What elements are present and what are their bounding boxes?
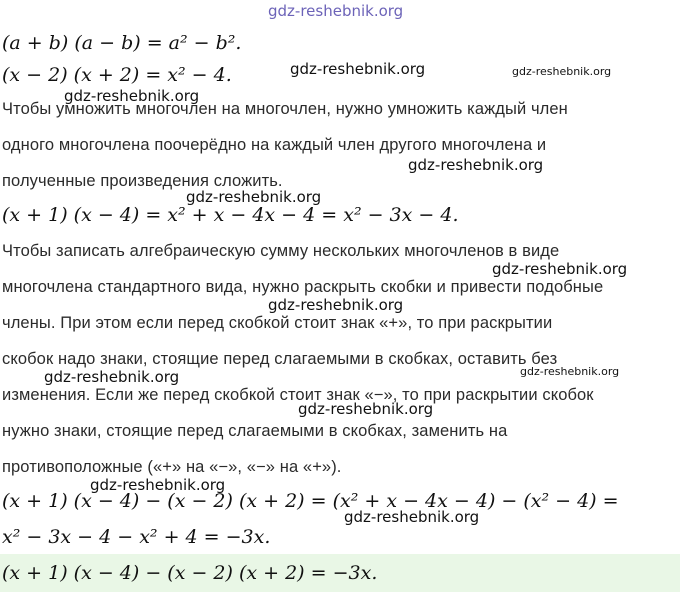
paragraph-line: одного многочлена поочерёдно на каждый член другого многочлена и — [2, 136, 547, 154]
formula-simplification: x² − 3x − 4 − x² + 4 = −3x. — [2, 526, 271, 548]
formula-example: (x − 2) (x + 2) = x² − 4. — [2, 64, 232, 86]
watermark: gdz-reshebnik.org — [64, 87, 200, 105]
watermark: gdz-reshebnik.org — [408, 156, 544, 174]
watermark: gdz-reshebnik.org — [492, 260, 628, 278]
paragraph-line: Чтобы записать алгебраическую сумму нескольких многочленов в виде — [2, 242, 560, 260]
watermark: gdz-reshebnik.org — [44, 368, 180, 386]
formula-result: (x + 1) (x − 4) − (x − 2) (x + 2) = −3x. — [2, 562, 378, 584]
paragraph-line: нужно знаки, стоящие перед слагаемыми в скобках, заменить на — [2, 422, 508, 440]
paragraph-line: многочлена стандартного вида, нужно раскрыть скобки и привести подобные — [2, 278, 604, 296]
watermark-top: gdz-reshebnik.org — [268, 2, 404, 20]
watermark: gdz-reshebnik.org — [90, 476, 226, 494]
paragraph-line: Чтобы умножить многочлен на многочлен, нужно умножить каждый член — [2, 100, 568, 118]
watermark: gdz-reshebnik.org — [298, 400, 434, 418]
formula-expansion: (x + 1) (x − 4) − (x − 2) (x + 2) = (x² + x − 4x − 4) − (x² − 4) = — [2, 490, 619, 512]
paragraph-line: скобок надо знаки, стоящие перед слагаемыми в скобках, оставить без — [2, 350, 558, 368]
formula-difference-of-squares: (a + b) (a − b) = a² − b². — [2, 32, 242, 54]
formula-multiplication: (x + 1) (x − 4) = x² + x − 4x − 4 = x² − 3x − 4. — [2, 204, 459, 226]
watermark: gdz-reshebnik.org — [512, 65, 612, 78]
paragraph-line: члены. При этом если перед скобкой стоит знак «+», то при раскрытии — [2, 314, 553, 332]
watermark: gdz-reshebnik.org — [344, 508, 480, 526]
watermark: gdz-reshebnik.org — [186, 188, 322, 206]
watermark: gdz-reshebnik.org — [290, 60, 426, 78]
paragraph-line: противоположные («+» на «−», «−» на «+»). — [2, 458, 342, 476]
watermark: gdz-reshebnik.org — [268, 296, 404, 314]
watermark: gdz-reshebnik.org — [520, 365, 620, 378]
paragraph-line: изменения. Если же перед скобкой стоит знак «−», то при раскрытии скобок — [2, 386, 594, 404]
paragraph-line: полученные произведения сложить. — [2, 172, 283, 190]
